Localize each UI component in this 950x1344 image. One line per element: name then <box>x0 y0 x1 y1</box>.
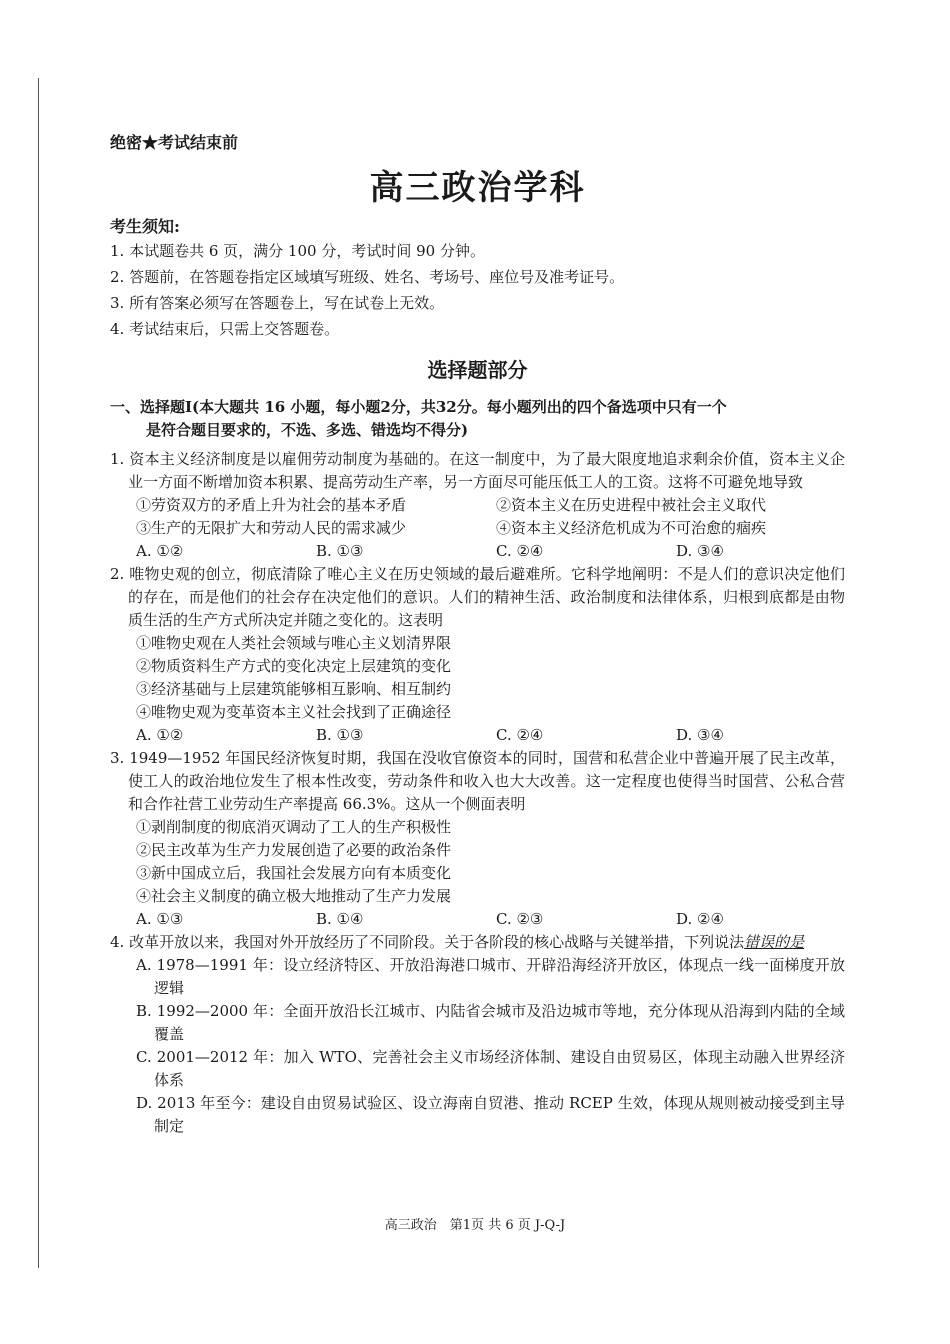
answer-choice: C. ②③ <box>496 910 544 928</box>
option: ④社会主义制度的确立极大地推动了生产力发展 <box>136 887 452 905</box>
option: ①剥削制度的彻底消灭调动了工人的生产积极性 <box>136 818 452 836</box>
option: ③经济基础与上层建筑能够相互影响、相互制约 <box>136 680 452 698</box>
notice-item: 2. 答题前，在答题卷指定区域填写班级、姓名、考场号、座位号及准考证号。 <box>110 268 625 286</box>
question-2 <box>110 563 845 747</box>
option: ①唯物史观在人类社会领域与唯心主义划清界限 <box>136 634 452 652</box>
question-1 <box>110 448 845 563</box>
question-stem: 1. 资本主义经济制度是以雇佣劳动制度为基础的。在这一制度中，为了最大限度地追求剩余价值，资本主义企业一方面不断增加资本积累、提高劳动生产率，另一方面尽可能压低工人的工资。这将不可避免地导致 <box>110 450 845 491</box>
option: ②物质资料生产方式的变化决定上层建筑的变化 <box>136 657 452 675</box>
part-header <box>110 396 845 442</box>
option: ①劳资双方的矛盾上升为社会的基本矛盾 <box>136 496 407 514</box>
question-stem-text: 4. 改革开放以来，我国对外开放经历了不同阶段。关于各阶段的核心战略与关键举措，下列说法 <box>110 933 745 951</box>
answer-choice: D. 2013 年至今：建设自由贸易试验区、设立海南自贸港、推动 RCEP 生效，体现从规则被动接受到主导制定 <box>136 1094 845 1135</box>
answer-choice: B. ①④ <box>316 910 364 928</box>
margin-line <box>38 78 39 1268</box>
answer-choice: A. ①② <box>136 726 184 744</box>
notice-item: 1. 本试题卷共 6 页，满分 100 分，考试时间 90 分钟。 <box>110 242 485 260</box>
option: ④唯物史观为变革资本主义社会找到了正确途径 <box>136 703 452 721</box>
answer-choice: A. 1978—1991 年：设立经济特区、开放沿海港口城市、开辟沿海经济开放区，体现点一线一面梯度开放逻辑 <box>136 956 845 997</box>
answer-choice: B. ①③ <box>316 542 364 560</box>
question-stem: 2. 唯物史观的创立，彻底清除了唯心主义在历史领域的最后避难所。它科学地阐明：不是人们的意识决定他们的存在，而是他们的社会存在决定他们的意识。人们的精神生活、政治制度和法律体系，归根到底都是由物质生活的生产方式所决定并随之变化的。这表明 <box>110 565 845 629</box>
answer-choices <box>110 908 845 931</box>
answer-choice: C. ②④ <box>496 726 544 744</box>
question-options <box>110 494 845 540</box>
answer-choice: B. ①③ <box>316 726 364 744</box>
notice-list <box>110 238 624 342</box>
answer-choice: C. ②④ <box>496 542 544 560</box>
part-header-line: 一、选择题Ⅰ(本大题共 16 小题，每小题2分，共32分。每小题列出的四个备选项中只有一个 <box>110 398 727 416</box>
answer-choice: D. ③④ <box>676 726 724 744</box>
question-list <box>110 448 845 1138</box>
answer-choice: B. 1992—2000 年：全面开放沿长江城市、内陆省会城市及沿边城市等地，充分体现从沿海到内陆的全域覆盖 <box>136 1002 845 1043</box>
answer-choice: C. 2001—2012 年：加入 WTO、完善社会主义市场经济体制、建设自由贸易区，体现主动融入世界经济体系 <box>136 1048 845 1089</box>
question-3 <box>110 747 845 931</box>
answer-choice: D. ③④ <box>676 542 724 560</box>
answer-choices <box>110 540 845 563</box>
notice-item: 4. 考试结束后，只需上交答题卷。 <box>110 320 340 338</box>
notice-item: 3. 所有答案必须写在答题卷上，写在试卷上无效。 <box>110 294 445 312</box>
answer-choice: D. ②④ <box>676 910 724 928</box>
question-stem <box>110 931 845 954</box>
answer-choices <box>110 724 845 747</box>
question-4 <box>110 931 845 1138</box>
question-stem: 3. 1949—1952 年国民经济恢复时期，我国在没收官僚资本的同时，国营和私营企业中普遍开展了民主改革，使工人的政治地位发生了根本性改变，劳动条件和收入也大大改善。这一定程度也使得当时国营、公私合营和合作社营工业劳动生产率提高 66.3%。这从一个侧面表明 <box>110 749 845 813</box>
emphasis-wrong: 错误的是 <box>744 933 805 951</box>
option: ③生产的无限扩大和劳动人民的需求减少 <box>136 519 407 537</box>
secrecy-label: 绝密★考试结束前 <box>110 133 239 152</box>
page-title: 高三政治学科 <box>369 168 586 208</box>
option: ④资本主义经济危机成为不可治愈的痼疾 <box>496 519 767 537</box>
part-header-line: 是符合题目要求的，不选、多选、错选均不得分) <box>146 421 469 439</box>
page-footer: 高三政治 第1页 共 6 页 J-Q-J <box>384 1218 566 1233</box>
option: ③新中国成立后，我国社会发展方向有本质变化 <box>136 864 452 882</box>
notice-title: 考生须知: <box>110 217 180 236</box>
option: ②民主改革为生产力发展创造了必要的政治条件 <box>136 841 452 859</box>
section-title: 选择题部分 <box>427 358 528 382</box>
answer-choice: A. ①② <box>136 542 184 560</box>
answer-choice: A. ①③ <box>136 910 184 928</box>
option: ②资本主义在历史进程中被社会主义取代 <box>496 496 767 514</box>
